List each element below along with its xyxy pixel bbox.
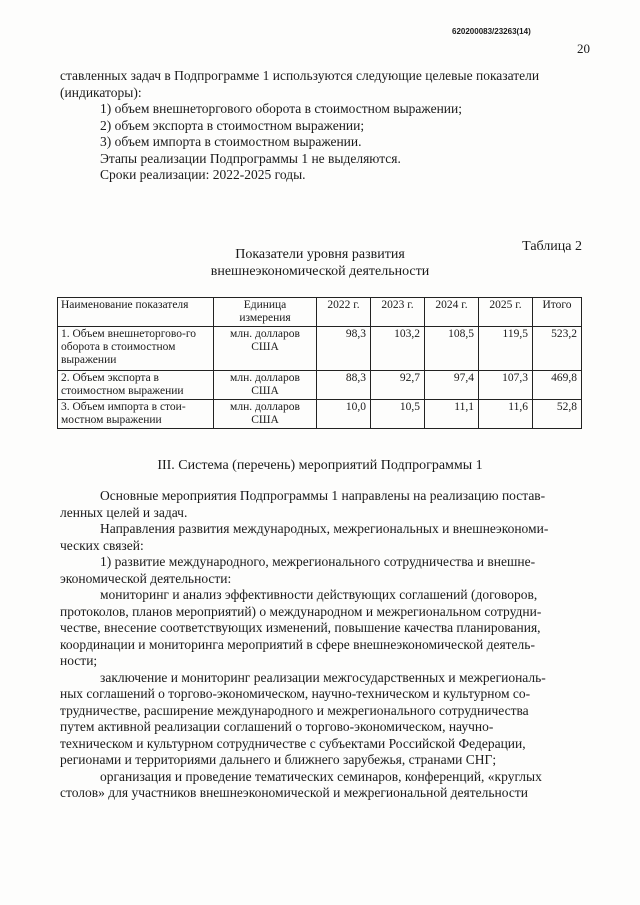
indicators-table xyxy=(57,297,582,429)
text-line: регионами и территориями дальнего и ближнего зарубежья, странами СНГ; xyxy=(60,752,497,767)
unit-cell: млн. долларов США xyxy=(214,400,317,429)
indicator-item: 3) объем импорта в стоимостном выражении. xyxy=(100,134,362,149)
table-label: Таблица 2 xyxy=(522,239,582,254)
text-line: ленных целей и задач. xyxy=(60,504,188,520)
page-number: 20 xyxy=(577,41,590,56)
table-row xyxy=(58,400,582,429)
text-line: ных соглашений о торгово-экономическом, научно-техническом и культурном со- xyxy=(60,686,531,701)
document-id: 620200083/23263(14) xyxy=(452,27,531,36)
value-cell: 103,2 xyxy=(371,327,425,371)
value-cell: 98,3 xyxy=(317,327,371,371)
value-cell: 10,0 xyxy=(317,400,371,429)
table-title-line: Показатели уровня развития xyxy=(235,247,405,262)
value-cell: 10,5 xyxy=(371,400,425,429)
total-cell: 523,2 xyxy=(533,327,582,371)
indicator-name-cell: 1. Объем внешнеторгово-го оборота в стоимостном выражении xyxy=(58,327,214,371)
header-cell: Наименование показателя xyxy=(58,298,214,327)
value-cell: 97,4 xyxy=(425,371,479,400)
total-cell: 52,8 xyxy=(533,400,582,429)
header-cell: 2022 г. xyxy=(317,298,371,327)
stages-text: Этапы реализации Подпрограммы 1 не выделяются. xyxy=(100,150,401,166)
header-cell: 2023 г. xyxy=(371,298,425,327)
value-cell: 119,5 xyxy=(479,327,533,371)
total-cell: 469,8 xyxy=(533,371,582,400)
value-cell: 108,5 xyxy=(425,327,479,371)
table-header-row xyxy=(58,298,582,327)
indicator-item: 1) объем внешнеторгового оборота в стоимостном выражении; xyxy=(100,101,462,116)
value-cell: 11,6 xyxy=(479,400,533,429)
table-title-line: внешнеэкономической деятельности xyxy=(210,264,430,279)
header-cell: 2024 г. xyxy=(425,298,479,327)
terms-text: Сроки реализации: 2022-2025 годы. xyxy=(100,167,306,182)
text-line: трудничестве, расширение международного и межрегионального сотрудничества xyxy=(60,702,529,718)
text-line: организация и проведение тематических семинаров, конференций, «круглых xyxy=(100,768,542,784)
text-line: 1) развитие международного, межрегионального сотрудничества и внешне- xyxy=(100,554,536,569)
table-title xyxy=(60,246,580,280)
text-line: (индикаторы): xyxy=(60,84,142,100)
text-line: мониторинг и анализ эффективности действующих соглашений (договоров, xyxy=(100,587,538,602)
section-heading: III. Система (перечень) мероприятий Подпрограммы 1 xyxy=(157,458,483,473)
text-line: путем активной реализации соглашений о торгово-экономическом, научно- xyxy=(60,719,494,734)
text-line: протоколов, планов мероприятий) о международном и межрегиональном сотрудни- xyxy=(60,603,542,619)
text-line: ности; xyxy=(60,653,98,668)
indicator-name-cell: 3. Объем импорта в стои-мостном выражении xyxy=(58,400,214,429)
unit-cell: млн. долларов США xyxy=(214,371,317,400)
text-line: Основные мероприятия Подпрограммы 1 направлены на реализацию постав- xyxy=(100,488,546,503)
text-line: ставленных задач в Подпрограмме 1 используются следующие целевые показатели xyxy=(60,68,540,83)
text-line: честве, внесение соответствующих изменений, повышение качества планирования, xyxy=(60,620,541,635)
indicator-item: 2) объем экспорта в стоимостном выражении; xyxy=(100,117,365,133)
value-cell: 107,3 xyxy=(479,371,533,400)
section-body xyxy=(60,488,580,802)
value-cell: 92,7 xyxy=(371,371,425,400)
header-cell: Итого xyxy=(533,298,582,327)
text-line: техническом и культурном сотрудничестве с субъектами Российской Федерации, xyxy=(60,735,526,751)
text-line: ческих связей: xyxy=(60,537,144,553)
intro-paragraph xyxy=(60,68,580,184)
table-row xyxy=(58,327,582,371)
text-line: Направления развития международных, межрегиональных и внешнеэкономи- xyxy=(100,521,549,536)
header-cell: 2025 г. xyxy=(479,298,533,327)
value-cell: 11,1 xyxy=(425,400,479,429)
text-line: экономической деятельности: xyxy=(60,570,232,586)
text-line: столов» для участников внешнеэкономической и межрегиональной деятельности xyxy=(60,785,528,800)
header-cell: Единица измерения xyxy=(214,298,317,327)
value-cell: 88,3 xyxy=(317,371,371,400)
unit-cell: млн. долларов США xyxy=(214,327,317,371)
text-line: координации и мониторинга мероприятий в сфере внешнеэкономической деятель- xyxy=(60,636,535,652)
text-line: заключение и мониторинг реализации межгосударственных и межрегиональ- xyxy=(100,669,546,685)
table-row xyxy=(58,371,582,400)
indicator-name-cell: 2. Объем экспорта в стоимостном выражении xyxy=(58,371,214,400)
